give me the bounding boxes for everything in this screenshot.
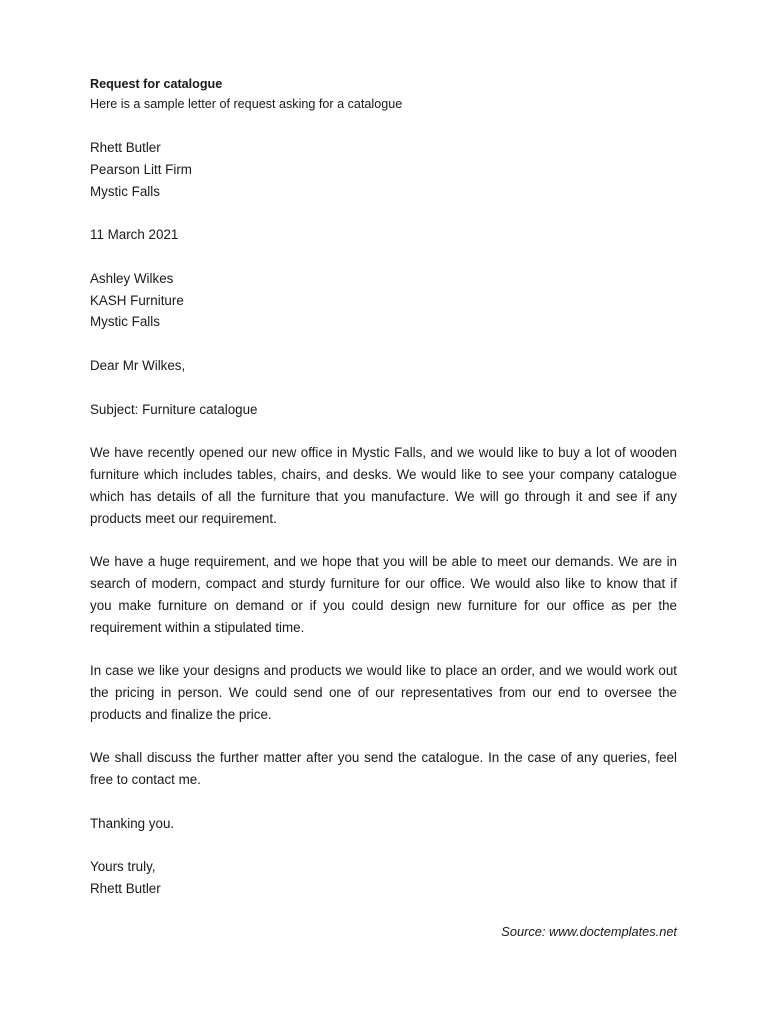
document-subtitle: Here is a sample letter of request asking for a catalogue [90,97,403,111]
recipient-company: KASH Furniture [90,292,184,308]
closing-block [90,856,677,900]
recipient-address [90,268,677,333]
body-paragraph: We have recently opened our new office in Mystic Falls, and we would like to buy a lot of wooden furniture which includes tables, chairs, and desks. We would like to see your company catalogue which has details of all the furniture that you manufacture. We will go through it and see if any products meet our requirement. [90,445,677,526]
letter-document [90,74,677,943]
document-title: Request for catalogue [90,77,223,91]
salutation: Dear Mr Wilkes, [90,357,186,373]
body-paragraph: In case we like your designs and products we would like to place an order, and we would work out the pricing in person. We could send one of our representatives from our end to oversee the products and finalize the price. [90,663,677,722]
recipient-name: Ashley Wilkes [90,270,174,286]
sender-address [90,137,677,202]
sender-name: Rhett Butler [90,140,161,155]
recipient-city: Mystic Falls [90,314,160,330]
source-credit: Source: www.doctemplates.net [501,923,677,939]
body-paragraph: We shall discuss the further matter after you send the catalogue. In the case of any queries, feel free to contact me. [90,750,677,788]
body-paragraph: We have a huge requirement, and we hope that you will be able to meet our demands. We are in search of modern, compact and sturdy furniture for our office. We would also like to know that if you make furniture on demand or if you could design new furniture for our office as per the requirement within a stipulated time. [90,554,677,635]
letter-date: 11 March 2021 [90,227,179,243]
signature-name: Rhett Butler [90,881,161,897]
thanks-line: Thanking you. [90,815,175,831]
sender-company: Pearson Litt Firm [90,161,192,177]
subject-line: Subject: Furniture catalogue [90,401,258,417]
valediction: Yours truly, [90,859,156,875]
sender-city: Mystic Falls [90,183,160,199]
